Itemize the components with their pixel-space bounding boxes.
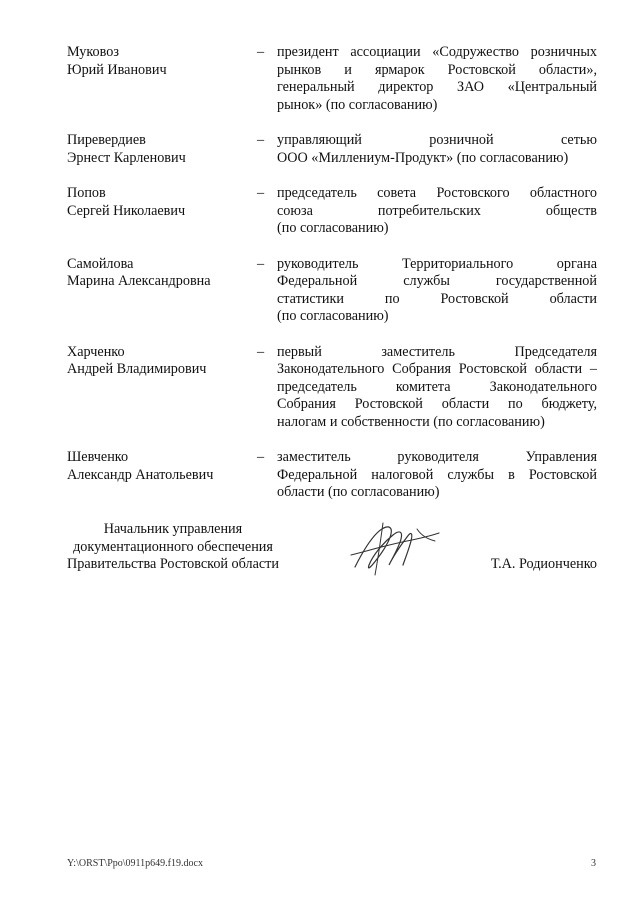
member-name (67, 344, 257, 379)
signatory-title-line: документационного обеспечения (73, 538, 273, 555)
role-line: (по согласованию) (277, 220, 389, 236)
member-role (277, 344, 597, 432)
member-role (277, 44, 597, 114)
role-line: Федеральной службы государственной (277, 273, 597, 289)
role-line: председатель совета Ростовского областного (277, 185, 597, 201)
role-line: председатель комитета Законодательного (277, 378, 597, 395)
member-entry (67, 132, 597, 167)
member-surname: Шевченко (67, 449, 129, 465)
role-line: первый заместитель Председателя (277, 343, 597, 360)
member-role (277, 256, 597, 326)
member-given-names: Юрий Иванович (67, 61, 167, 78)
role-line: руководитель Территориального органа (277, 255, 597, 272)
role-line: Законодательного Собрания Ростовской области – (277, 361, 597, 377)
role-line: заместитель руководителя Управления (277, 449, 597, 465)
footer-file-path: Y:\ORST\Ppo\0911p649.f19.docx (67, 858, 203, 869)
member-surname: Попов (67, 185, 106, 201)
signatory-title-line: Начальник управления (103, 521, 243, 537)
dash-separator: – (257, 255, 265, 272)
role-line: управляющий розничной сетью (277, 132, 597, 148)
page-number: 3 (591, 858, 596, 869)
role-line: налогам и собственности (по согласованию) (277, 413, 545, 430)
member-role (277, 449, 597, 502)
member-given-names: Марина Александровна (67, 273, 211, 289)
member-entry (67, 449, 597, 502)
dash-separator: – (257, 44, 265, 60)
committee-member-list (67, 44, 597, 520)
member-surname: Харченко (67, 343, 125, 360)
member-given-names: Сергей Николаевич (67, 202, 186, 219)
member-entry (67, 44, 597, 114)
member-name (67, 44, 257, 79)
member-entry (67, 256, 597, 326)
role-line: ООО «Миллениум-Продукт» (по согласованию) (277, 149, 569, 166)
role-line: области (по согласованию) (277, 484, 440, 500)
dash-separator: – (257, 132, 265, 148)
role-line: (по согласованию) (277, 308, 389, 324)
member-surname: Самойлова (67, 255, 134, 272)
signatory-title-line: Правительства Ростовской области (67, 556, 279, 572)
member-given-names: Александр Анатольевич (67, 466, 214, 483)
member-surname: Муковоз (67, 44, 119, 60)
member-name (67, 449, 257, 484)
member-role (277, 132, 597, 167)
member-name (67, 185, 257, 220)
role-line: союза потребительских обществ (277, 202, 597, 219)
dash-separator: – (257, 449, 265, 465)
role-line: рынков и ярмарок Ростовской области», (277, 61, 597, 78)
role-line: рынок» (по согласованию) (277, 96, 438, 113)
signature-block (67, 521, 597, 581)
member-given-names: Эрнест Карленович (67, 149, 186, 166)
signatory-title (67, 521, 279, 574)
dash-separator: – (257, 185, 265, 201)
role-line: генеральный директор ЗАО «Центральный (277, 79, 597, 95)
member-entry (67, 344, 597, 432)
role-line: президент ассоциации «Содружество розничных (277, 44, 597, 60)
member-entry (67, 185, 597, 238)
handwritten-signature (347, 515, 447, 581)
role-line: Федеральной налоговой службы в Ростовской (277, 466, 597, 483)
role-line: Собрания Ростовской области по бюджету, (277, 396, 597, 412)
member-surname: Пиревердиев (67, 132, 146, 148)
member-name (67, 132, 257, 167)
role-line: статистики по Ростовской области (277, 290, 597, 307)
member-role (277, 185, 597, 238)
member-given-names: Андрей Владимирович (67, 361, 207, 377)
member-name (67, 256, 257, 291)
signatory-name: Т.А. Родионченко (490, 556, 597, 572)
dash-separator: – (257, 343, 265, 360)
